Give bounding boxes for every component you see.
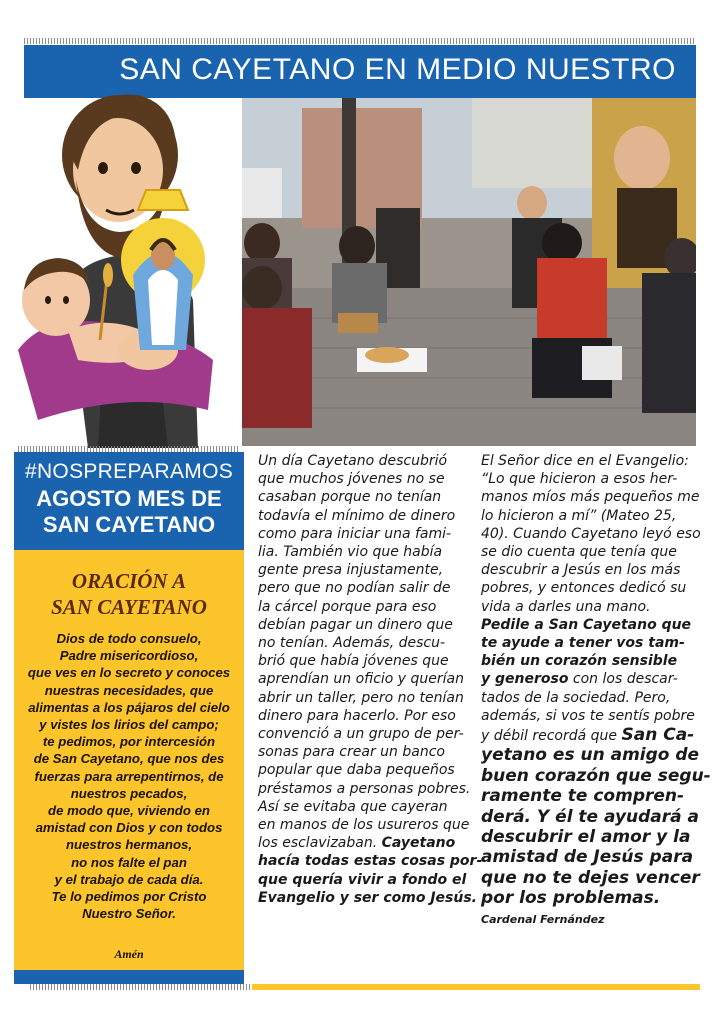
hashtag: #NOSPREPARAMOS	[24, 460, 234, 483]
prayer-line: nuestros hermanos,	[65, 837, 193, 853]
big-bold-line: yetano es un amigo de	[481, 745, 700, 766]
text-span: los esclavizaban.	[258, 835, 378, 852]
text-line: lo hicieron a mí” (Mateo 25,	[481, 507, 677, 524]
article-column-1	[258, 452, 486, 907]
text-line: lia. También vio que había	[258, 544, 443, 561]
subtitle-line-1: AGOSTO MES DE	[36, 486, 222, 511]
bold-text-line: que quería vivir a fondo el	[258, 871, 467, 888]
text-line: convenció a un grupo de per-	[258, 726, 464, 743]
prayer-title	[14, 568, 244, 620]
prayer-line: no nos falte el pan	[71, 854, 187, 870]
page-title: SAN CAYETANO EN MEDIO NUESTRO	[119, 53, 676, 86]
text-line: 40). Cuando Cayetano leyó eso	[481, 525, 701, 542]
text-line: dinero para hacerlo. Por eso	[258, 707, 456, 724]
prayer-box-footer	[14, 970, 244, 984]
text-line: popular que daba pequeños	[258, 762, 455, 779]
prayer-line: Dios de todo consuelo,	[56, 631, 202, 646]
text-line: Un día Cayetano descubrió	[258, 453, 448, 469]
signature: Cardenal Fernández	[481, 912, 605, 926]
text-line: sonas para crear un banco	[258, 744, 445, 761]
text-line: debían pagar un dinero que	[258, 616, 453, 633]
subtitle-line-2: SAN CAYETANO	[42, 512, 216, 537]
prayer-box	[14, 550, 244, 970]
prayer-line: Padre misericordioso,	[59, 648, 199, 664]
bold-text-line: hacía todas estas cosas por-	[258, 853, 483, 870]
text-line: pero que no podían salir de	[258, 580, 451, 597]
bold-text-line: Pedile a San Cayetano que	[481, 616, 692, 633]
big-bold-line: amistad de Jesús para	[481, 847, 694, 868]
prayer-line: alimentas a los pájaros del cielo	[28, 699, 230, 715]
big-bold-line: ramente te compren-	[481, 786, 685, 807]
prayer-text	[18, 630, 240, 922]
top-dotted-rule	[24, 38, 696, 44]
text-line: se dio cuenta que tenía que	[481, 544, 677, 561]
text-line: “Lo que hicieron a esos her-	[481, 471, 678, 488]
prayer-line: y el trabajo de cada día.	[54, 871, 204, 887]
text-line: descubrir a Jesús en los más	[481, 562, 681, 579]
prayer-line: que ves en lo secreto y conoces	[27, 665, 231, 681]
big-bold-line: que no te dejes vencer	[481, 867, 700, 888]
text-line	[481, 725, 703, 745]
text-line: pobres, y entonces dedicó su	[481, 580, 687, 597]
big-bold-line: descubrir el amor y la	[481, 827, 691, 848]
bold-text-span: y generoso	[481, 671, 569, 688]
text-line: en manos de los usureros que	[258, 817, 470, 834]
text-line: préstamos a personas pobres.	[258, 780, 471, 797]
text-line: aprendían un oficio y querían	[258, 671, 465, 688]
big-bold-span: San Ca-	[621, 725, 695, 746]
text-line: como para iniciar una fami-	[258, 525, 452, 542]
text-line: la cárcel porque para eso	[258, 598, 437, 615]
text-line: El Señor dice en el Evangelio:	[481, 453, 689, 469]
article-column-2	[481, 452, 711, 929]
big-bold-line: buen corazón que segu-	[481, 765, 711, 786]
prayer-line: de modo que, viviendo en	[48, 803, 210, 819]
text-line: gente presa injustamente,	[258, 562, 444, 579]
prayer-title-line: ORACIÓN A	[71, 569, 187, 593]
bold-text-line: Evangelio y ser como Jesús.	[258, 889, 477, 906]
hashtag-box	[14, 452, 244, 550]
text-line: que muchos jóvenes no se	[258, 471, 445, 488]
prayer-line: de San Cayetano, que nos des	[33, 751, 225, 767]
text-span: y débil recordá que	[481, 728, 622, 745]
big-bold-line: por los problemas.	[481, 888, 661, 909]
text-line: manos míos más pequeños me	[481, 489, 700, 506]
text-span: con los descar-	[568, 671, 678, 688]
amen: Amén	[114, 947, 144, 961]
prayer-line: nuestros pecados,	[70, 785, 188, 801]
text-line: brió que había jóvenes que	[258, 653, 449, 670]
san-cayetano-illustration	[8, 60, 240, 448]
text-line: además, si vos te sentís pobre	[481, 707, 695, 724]
prayer-line: nuestras necesidades, que	[44, 682, 214, 698]
community-photo	[242, 98, 696, 446]
bold-text-line: te ayude a tener vos tam-	[481, 635, 685, 652]
prayer-line: te pedimos, por intercesión	[42, 734, 216, 750]
prayer-line: fuerzas para arrepentirnos, de	[34, 768, 224, 784]
big-bold-line: derá. Y él te ayudará a	[481, 806, 700, 827]
prayer-line: Nuestro Señor.	[82, 906, 176, 922]
text-line: vida a darles una mano.	[481, 598, 651, 615]
bold-text-span: Cayetano	[381, 835, 456, 852]
text-line: Así se evitaba que cayeran	[258, 798, 448, 815]
bold-text-line: bién un corazón sensible	[481, 653, 678, 670]
prayer-title-line: SAN CAYETANO	[51, 595, 207, 619]
text-line: casaban porque no tenían	[258, 489, 442, 506]
text-line: todavía el mínimo de dinero	[258, 507, 456, 524]
bottom-yellow-rule	[252, 984, 700, 990]
prayer-line: Te lo pedimos por Cristo	[51, 889, 207, 905]
text-line	[258, 834, 486, 852]
prayer-line: amistad con Dios y con todos	[35, 820, 223, 836]
text-line: abrir un taller, pero no tenían	[258, 689, 464, 706]
prayer-line: y vistes los lirios del campo;	[39, 717, 219, 733]
text-line: tados de la sociedad. Pero,	[481, 689, 671, 706]
text-line: no tenían. Además, descu-	[258, 635, 446, 652]
text-line	[481, 670, 703, 688]
